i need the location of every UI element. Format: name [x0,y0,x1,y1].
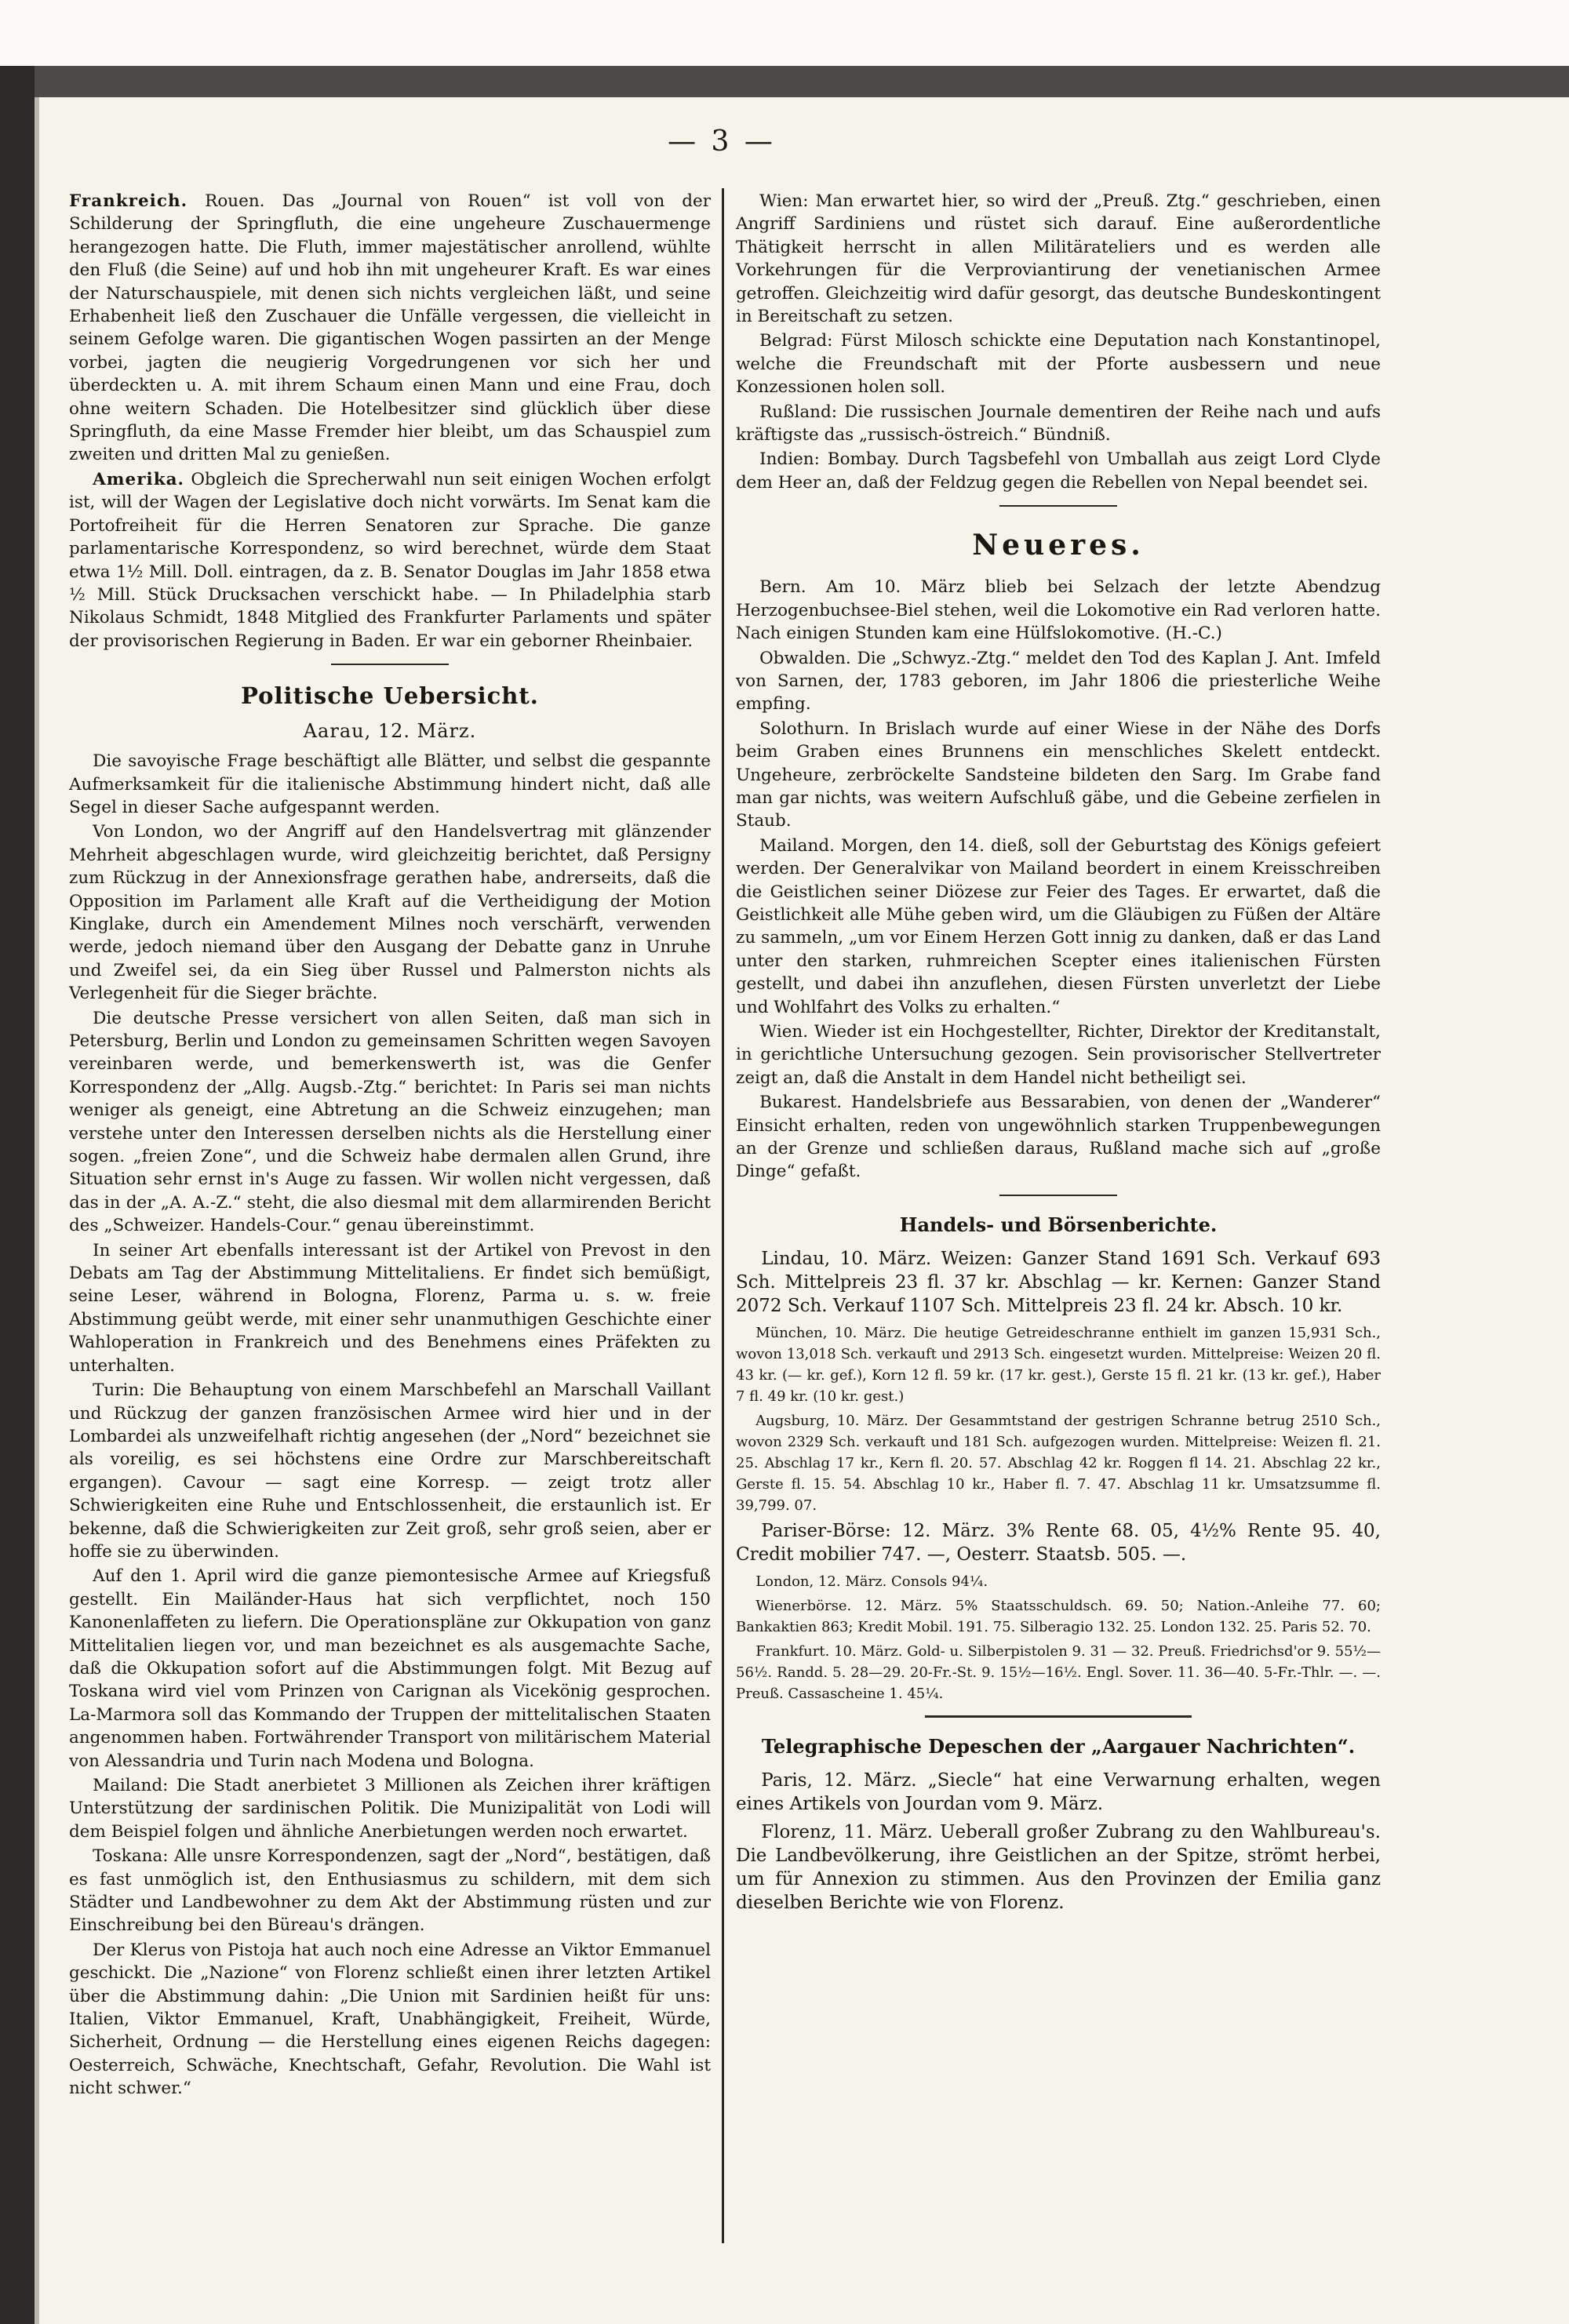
paragraph: Mailand. Morgen, den 14. dieß, soll der Geburtstag des Königs gefeiert werden. Der Generalvikar von Mailand beordert in einem Kreisschreiben die Geistlichen seiner Diözese zur Feier des Tages. Er erwartet, daß die Geistlichkeit alle Mühe geben wird, um die Gläubigen zu Füßen der Altäre zu sammeln, „um vor Einem Herzen Gott innig zu danken, daß er das Land unter den starken, ruhmreichen Scepter eines italienischen Fürsten gestellt, und dabei ihn anzuflehen, diesen Fürsten unverletzt der Liebe und Wohlfahrt des Volks zu erhalten.“ [736,835,1381,1017]
paragraph: Die deutsche Presse versichert von allen Seiten, daß man sich in Petersburg, Berlin und London zu gemeinsamen Schritten wegen Savoyen vereinbaren werde, und bemerkenswerth ist, was die Genfer Korrespondenz der „Allg. Augsb.-Ztg.“ berichtet: In Paris sei man nichts weniger als geneigt, eine Abtretung an die Schweiz einzugehen; man verstehe unter den Interessen derselben nichts als die Herstellung einer sogen. „freien Zone“, und die Schweiz habe dermalen allen Grund, ihre Situation sehr ernst in's Auge zu fassen. Wir wollen nicht vergessen, daß das in der „A. A.-Z.“ steht, die also diesmal mit dem allarmirenden Bericht des „Schweizer. Handels-Cour.“ genau übereinstimmt. [69,1008,711,1236]
section-heading: Handels- und Börsenberichte. [899,1213,1218,1236]
paragraph: Auf den 1. April wird die ganze piemontesische Armee auf Kriegsfuß gestellt. Ein Mailänder-Haus hat sich verpflichtet, noch 150 Kanonenlaffeten zu liefern. Die Operationspläne zur Okkupation von ganz Mittelitalien liegen vor, und man bezeichnet es als ausgemachte Sache, daß die Okkupation sofort auf die Abstimmungen folgt. Mit Bezug auf Toskana wird viel vom Prinzen von Carignan als Vicekönig gesprochen. La-Marmora soll das Kommando der Truppen der mittelitalischen Staaten angenommen haben. Fortwährender Transport von militärischem Material von Alessandria und Turin nach Modena und Bologna. [69,1566,711,1771]
paragraph: Solothurn. In Brislach wurde auf einer Wiese in der Nähe des Dorfs beim Graben eines Brunnens ein menschliches Skelett entdeckt. Ungeheure, zerbröckelte Sandsteine bildeten den Sarg. Im Grabe fand man gar nichts, was weitern Aufschluß gäbe, und die Gebeine zerfielen in Staub. [736,718,1381,831]
section-rule [331,664,449,665]
section-heading: Neueres. [972,529,1145,562]
scan-border-top [0,66,1569,97]
telegraph-report: Paris, 12. März. „Siecle“ hat eine Verwarnung erhalten, wegen eines Artikels von Jourdan vom 9. März. [736,1769,1381,1814]
paragraph: Obwalden. Die „Schwyz.-Ztg.“ meldet den Tod des Kaplan J. Ant. Imfeld von Sarnen, der, 1783 geboren, im Jahr 1806 die priesterliche Weihe empfing. [736,648,1381,715]
paragraph: Bern. Am 10. März blieb bei Selzach der letzte Abendzug Herzogenbuchsee-Biel stehen, weil die Lokomotive ein Rad verloren hatte. Nach einigen Stunden kam eine Hülfslokomotive. (H.-C.) [736,577,1381,644]
article-text: Rouen. Das „Journal von Rouen“ ist voll von der Schilderung der Springfluth, die eine ungeheure Zuschauermenge herangezogen hatte. Die Fluth, immer majestätischer anrollend, wühlte den Fluß (die Seine) auf und hob ihn mit ungeheurer Kraft. Es war eines der Naturschauspiele, mit denen sich nichts vergleichen läßt, und seine Erhabenheit ließ den Zuschauer die Unfälle vergessen, die vielleicht in seinem Gefolge waren. Die gigantischen Wogen passirten an der Menge vorbei, jagten die neugierig Vorgedrungenen vor sich her und überdeckten u. A. mit ihrem Schaum einen Mann und eine Frau, doch ohne weitern Schaden. Die Hotelbesitzer sind glücklich über diese Springfluth, da eine Masse Fremder hier bleibt, um das Schauspiel zum zweiten und dritten Mal zu genießen. [69,191,711,465]
market-report: Frankfurt. 10. März. Gold- u. Silberpistolen 9. 31 — 32. Preuß. Friedrichsd'or 9. 55½—56½. Randd. 5. 28—29. 20-Fr.-St. 9. 15½—16½. Engl. Sover. 11. 36—40. 5-Fr.-Thlr. —. —. Preuß. Cassascheine 1. 45¼. [736,1642,1381,1702]
right-column [736,190,1381,1919]
paragraph: Wien: Man erwartet hier, so wird der „Preuß. Ztg.“ geschrieben, einen Angriff Sardiniens und rüstet sich darauf. Eine außerordentliche Thätigkeit herrscht in allen Militärateliers und es werden alle Vorkehrungen für die Verproviantirung der venetianischen Armee getroffen. Gleichzeitig wird dafür gesorgt, das deutsche Bundeskontingent in Bereitschaft zu setzen. [736,191,1381,327]
paragraph: In seiner Art ebenfalls interessant ist der Artikel von Prevost in den Debats am Tag der Abstimmung Mittelitaliens. Er findet sich bemüßigt, seine Leser, während in Bologna, Florenz, Parma u. s. w. freie Abstimmung geübt werde, mit einer sehr unanmuthigen Geschichte einer Wahloperation in Frankreich und des Benehmens eines Präfekten zu unterhalten. [69,1240,711,1376]
paragraph: Belgrad: Fürst Milosch schickte eine Deputation nach Konstantinopel, welche die Freundschaft mit der Pforte ausbessern und neue Konzessionen holen soll. [736,331,1381,398]
left-column [69,190,711,2102]
paragraph: Mailand: Die Stadt anerbietet 3 Millionen als Zeichen ihrer kräftigen Unterstützung der sardinischen Politik. Die Munizipalität von Lodi will dem Beispiel folgen und ähnliche Anerbietungen werden noch erwartet. [69,1776,711,1842]
market-report: Lindau, 10. März. Weizen: Ganzer Stand 1691 Sch. Verkauf 693 Sch. Mittelpreis 23 fl. 37 kr. Abschlag — kr. Kernen: Ganzer Stand 2072 Sch. Verkauf 1107 Sch. Mittelpreis 23 fl. 24 kr. Absch. 10 kr. [736,1248,1381,1316]
column-divider [722,188,724,2243]
paragraph: Bukarest. Handelsbriefe aus Bessarabien, von denen der „Wanderer“ Einsicht erhalten, reden von ungewöhnlich starken Truppenbewegungen an der Grenze und schließen daraus, Rußland mache sich auf „große Dinge“ gefaßt. [736,1093,1381,1182]
section-rule [999,505,1117,507]
paragraph: Indien: Bombay. Durch Tagsbefehl von Umballah aus zeigt Lord Clyde dem Heer an, daß der Feldzug gegen die Rebellen von Nepal beendet sei. [736,449,1381,493]
telegraph-report: Florenz, 11. März. Ueberall großer Zubrang zu den Wahlbureau's. Die Landbevölkerung, ihre Geistlichen an der Spitze, strömt herbei, um für Annexion zu stimmen. Aus den Provinzen der Emilia ganz dieselben Berichte wie von Florenz. [736,1821,1381,1913]
country-lead: Amerika. [93,469,185,489]
paragraph: Rußland: Die russischen Journale dementiren der Reihe nach und aufs kräftigste das „russisch-östreich.“ Bündniß. [736,402,1381,446]
section-heading: Politische Uebersicht. [241,682,539,710]
top-margin [0,0,1569,66]
dateline: Aarau, 12. März. [303,720,477,743]
market-report: London, 12. März. Consols 94¼. [755,1573,988,1590]
article-text: Obgleich die Sprecherwahl nun seit einigen Wochen erfolgt ist, will der Wagen der Legislative doch nicht vorwärts. Im Senat kam die Portofreiheit für die Herren Senatoren zur Sprache. Die ganze parlamentarische Korrespondenz, so wird berechnet, würde dem Staat etwa 1½ Mill. Doll. eintragen, da z. B. Senator Douglas im Jahr 1858 etwa ½ Mill. Stück Drucksachen verschickt habe. — In Philadelphia starb Nikolaus Schmidt, 1848 Mitglied des Frankfurter Parlaments und später der provisorischen Regierung in Baden. Er war ein geborner Rheinbaier. [69,469,711,651]
article-amerika [69,468,711,653]
page-number: — 3 — [668,125,776,158]
section-rule [925,1715,1192,1718]
section-rule [999,1195,1117,1196]
paragraph: Wien. Wieder ist ein Hochgestellter, Richter, Direktor der Kreditanstalt, in gerichtliche Untersuchung gezogen. Sein provisorischer Stellvertreter zeigt an, daß die Anstalt in dem Handel nicht betheiligt sei. [736,1022,1381,1088]
paragraph: Der Klerus von Pistoja hat auch noch eine Adresse an Viktor Emmanuel geschickt. Die „Nazione“ von Florenz schließt einen ihrer letzten Artikel über die Abstimmung dahin: „Die Union mit Sardinien heißt für uns: Italien, Viktor Emmanuel, Kraft, Unabhängigkeit, Freiheit, Würde, Sicherheit, Ordnung — die Herstellung eines eigenen Reichs dagegen: Oesterreich, Schwäche, Knechtschaft, Gefahr, Revolution. Die Wahl ist nicht schwer.“ [69,1940,711,2099]
paragraph: Turin: Die Behauptung von einem Marschbefehl an Marschall Vaillant und Rückzug der ganzen französischen Armee wird hier und in der Lombardei als unzweifelhaft richtig angesehen (der „Nord“ bezeichnet sie als voreilig, es sei höchstens eine Ordre zur Marschbereitschaft ergangen). Cavour — sagt eine Korresp. — zeigt trotz aller Schwierigkeiten eine Ruhe und Entschlossenheit, die erstaunlich ist. Er bekenne, daß die Schwierigkeiten zur Zeit groß, sehr groß seien, aber er hoffe sie zu überwinden. [69,1380,711,1562]
country-lead: Frankreich. [69,191,188,211]
market-report: Wienerbörse. 12. März. 5% Staatsschuldsch. 69. 50; Nation.-Anleihe 77. 60; Bankaktien 863; Kredit Mobil. 191. 75. Silberagio 132. 25. London 132. 25. Paris 52. 70. [736,1597,1381,1635]
article-frankreich [69,190,711,467]
paragraph: Toskana: Alle unsre Korrespondenzen, sagt der „Nord“, bestätigen, daß es fast unmöglich ist, den Enthusiasmus zu schildern, mit dem sich Städter und Landbewohner zu dem Akt der Abstimmung rüsten und zur Einschreibung bei den Büreau's drängen. [69,1846,711,1936]
section-heading: Telegraphische Depeschen der „Aargauer Nachrichten“. [761,1734,1356,1758]
market-report: München, 10. März. Die heutige Getreideschranne enthielt im ganzen 15,931 Sch., wovon 13,018 Sch. verkauft und 2913 Sch. eingesetzt wurden. Mittelpreise: Weizen 20 fl. 43 kr. (— kr. gef.), Korn 12 fl. 59 kr. (17 kr. gest.), Gerste 15 fl. 21 kr. (13 kr. gef.), Haber 7 fl. 49 kr. (10 kr. gest.) [736,1324,1381,1405]
scan-border-left [0,66,35,2324]
market-report: Pariser-Börse: 12. März. 3% Rente 68. 05, 4½% Rente 95. 40, Credit mobilier 747. —, Oesterr. Staatsb. 505. —. [736,1520,1381,1565]
paragraph: Die savoyische Frage beschäftigt alle Blätter, und selbst die gespannte Aufmerksamkeit für die italienische Abstimmung hindert nicht, daß alle Segel in dieser Sache aufgespannt werden. [69,751,711,817]
market-report: Augsburg, 10. März. Der Gesammtstand der gestrigen Schranne betrug 2510 Sch., wovon 2329 Sch. verkauft und 181 Sch. aufgezogen wurden. Mittelpreise: Weizen fl. 21. 25. Abschlag 17 kr., Kern fl. 20. 57. Abschlag 42 kr. Roggen fl 14. 21. Abschlag 22 kr., Gerste fl. 15. 54. Abschlag 10 kr., Haber fl. 7. 47. Abschlag 11 kr. Umsatzsumme fl. 39,799. 07. [736,1412,1381,1514]
paragraph: Von London, wo der Angriff auf den Handelsvertrag mit glänzender Mehrheit abgeschlagen wurde, wird gleichzeitig berichtet, daß Persigny zum Rückzug in der Annexionsfrage gerathen habe, andrerseits, daß die Opposition im Parlament alle Kraft auf die Vertheidigung der Motion Kinglake, durch ein Amendement Milnes noch verschärft, verwenden werde, jedoch niemand über den Ausgang der Debatte ganz in Unruhe und Zweifel sei, da ein Sieg über Russel und Palmerston nichts als Verlegenheit für die Sieger brächte. [69,822,711,1004]
